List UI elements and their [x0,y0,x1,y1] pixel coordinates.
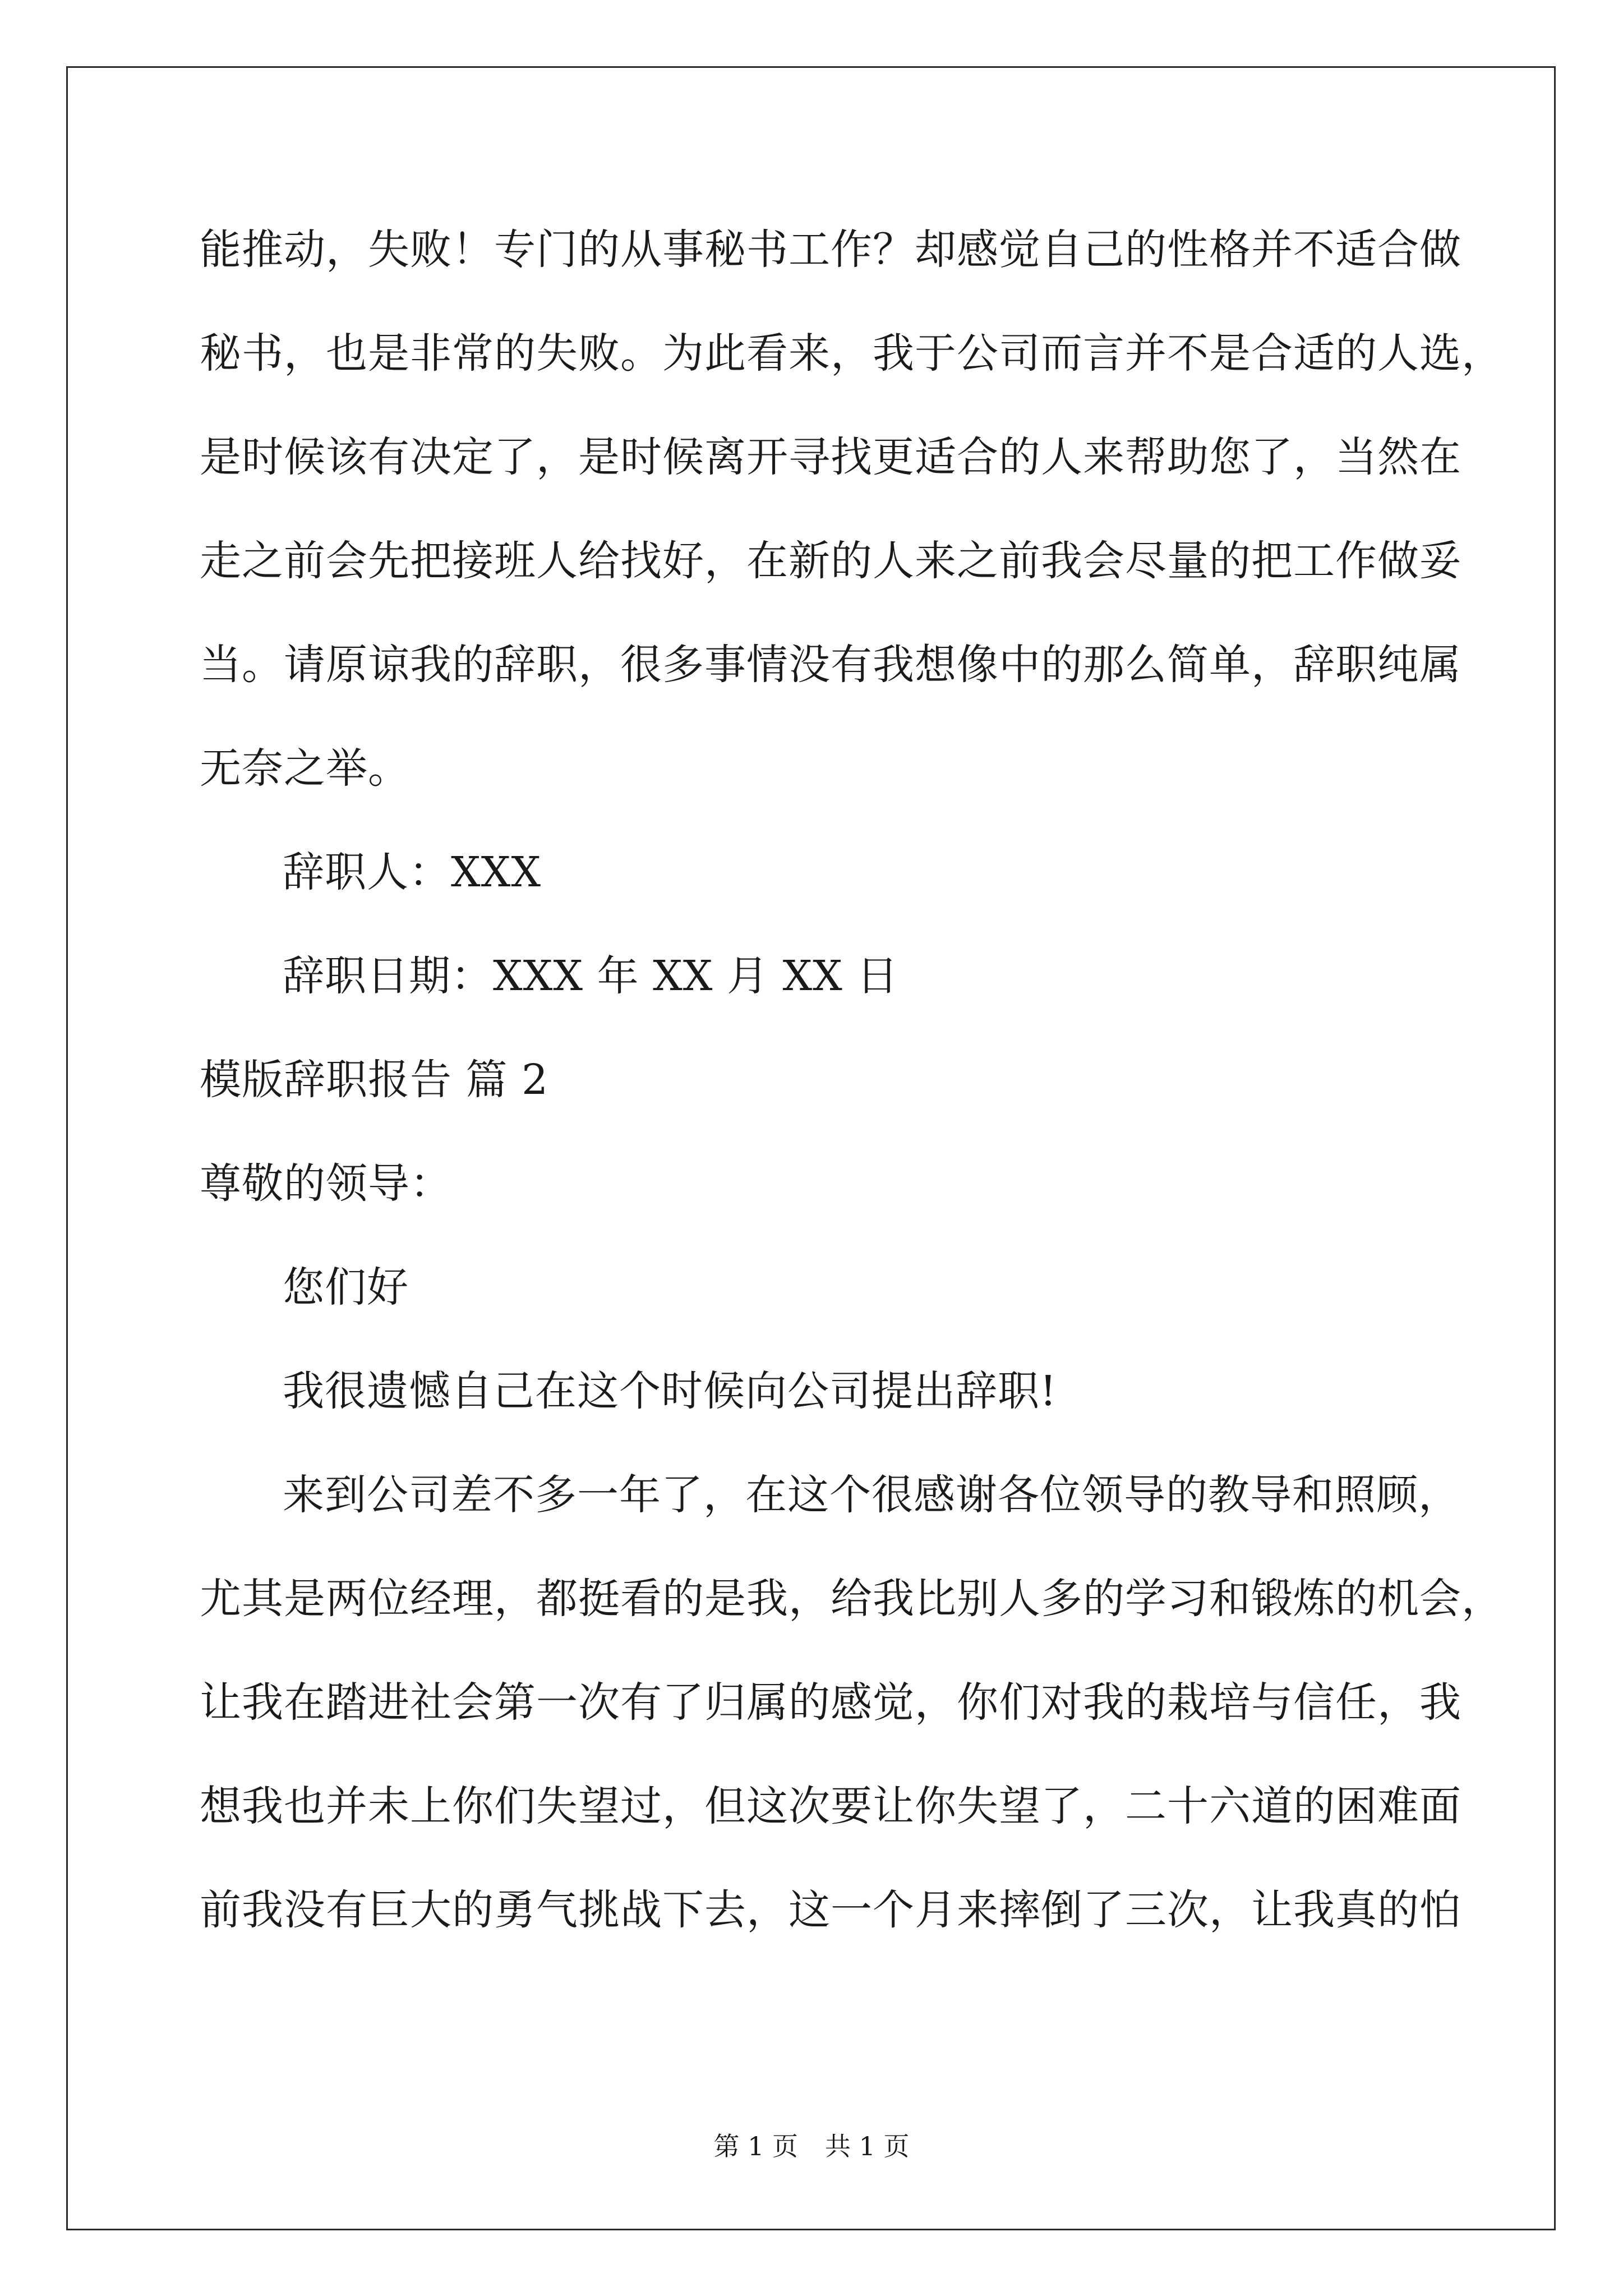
greeting: 您们好 [283,1263,409,1312]
page-number: 第 1 页 [713,2131,798,2161]
text-line: 是时候该有决定了，是时候离开寻找更适合的人来帮助您了，当然在 [200,433,1461,481]
text-line: 当。请原谅我的辞职，很多事情没有我想像中的那么简单，辞职纯属 [200,641,1461,689]
resign-date-line: 辞职日期：XXX 年 XX 月 XX 日 [283,952,899,1000]
text-line: 无奈之举。 [200,744,410,793]
text-line: 让我在踏进社会第一次有了归属的感觉，你们对我的栽培与信任，我 [200,1678,1461,1727]
text-line: 前我没有巨大的勇气挑战下去，这一个月来摔倒了三次，让我真的怕 [200,1886,1461,1934]
text-line: 想我也并未上你们失望过，但这次要让你失望了，二十六道的困难面 [200,1782,1461,1830]
section-heading: 模版辞职报告 篇 2 [200,1056,549,1104]
text-line: 我很遗憾自己在这个时候向公司提出辞职! [283,1367,1057,1415]
resigner-line: 辞职人：XXX [283,848,542,896]
text-line: 尤其是两位经理，都挺看的是我，给我比别人多的学习和锻炼的机会， [200,1575,1504,1623]
text-line: 秘书，也是非常的失败。为此看来，我于公司而言并不是合适的人选， [200,329,1504,378]
document-body [200,213,1504,1977]
text-line: 来到公司差不多一年了，在这个很感谢各位领导的教导和照顾， [283,1471,1460,1519]
text-line: 走之前会先把接班人给找好，在新的人来之前我会尽量的把工作做妥 [200,537,1461,585]
salutation: 尊敬的领导： [200,1159,452,1208]
page-footer [0,2126,1623,2163]
page-total: 共 1 页 [825,2131,910,2161]
text-line: 能推动，失败！专门的从事秘书工作？却感觉自己的性格并不适合做 [200,226,1461,274]
